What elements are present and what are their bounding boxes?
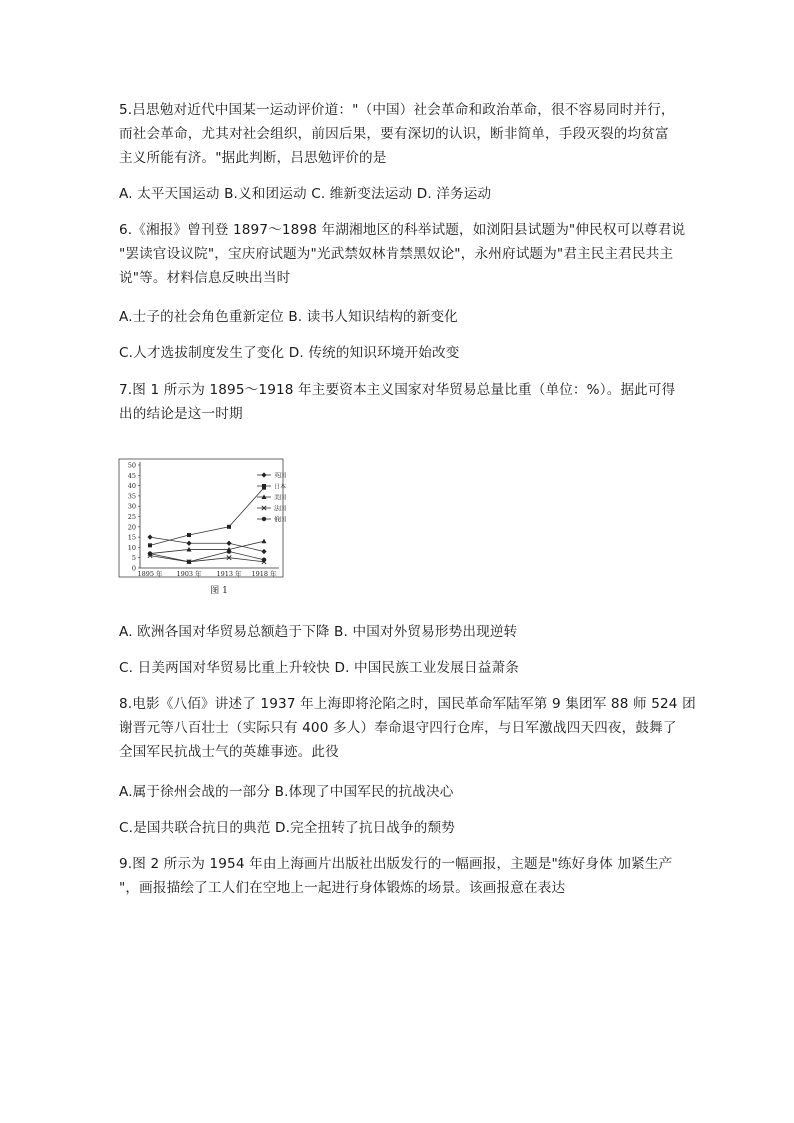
question-8-options-cd: C.是国共联合抗日的典范 D.完全扭转了抗日战争的颓势 (119, 820, 456, 836)
question-5-stem-line-1: 5.吕思勉对近代中国某一运动评价道："（中国）社会革命和政治革命，很不容易同时并行， (119, 102, 675, 118)
data-point (227, 549, 231, 553)
trade-share-line-chart (119, 454, 287, 600)
question-9-stem-line-2: "，画报描绘了工人们在空地上一起进行身体锻炼的场景。该画报意在表达 (119, 880, 566, 896)
question-8-stem-line-3: 全国军民抗战士气的英雄事迹。此役 (119, 744, 339, 760)
question-7-options-ab: A. 欧洲各国对华贸易总额趋于下降 B. 中国对外贸易形势出现逆转 (119, 624, 518, 640)
x-tick-label: 1895 年 (137, 570, 163, 578)
question-6-stem-line-1: 6.《湘报》曾刊登 1897～1898 年湖湘地区的科举试题，如浏阳县试题为"伸民权可以尊君说 (119, 222, 686, 238)
question-8-stem-line-2: 谢晋元等八百壮士（实际只有 400 多人）奉命退守四行仓库，与日军激战四天四夜，鼓舞了 (119, 720, 677, 736)
x-tick-label: 1913 年 (216, 570, 242, 578)
question-7-stem-line-2: 出的结论是这一时期 (119, 406, 243, 422)
question-7-options-cd: C. 日美两国对华贸易比重上升较快 D. 中国民族工业发展日益萧条 (119, 660, 519, 676)
question-8-options-ab: A.属于徐州会战的一部分 B.体现了中国军民的抗战决心 (119, 784, 454, 800)
legend-label: 美国 (274, 494, 287, 502)
y-tick-label: 35 (127, 492, 136, 501)
legend-marker (262, 484, 266, 488)
legend-marker (262, 517, 266, 521)
data-point (187, 560, 191, 564)
legend-label: 俄国 (274, 516, 287, 524)
y-tick-label: 50 (127, 461, 136, 470)
question-8-stem-line-1: 8.电影《八佰》讲述了 1937 年上海即将沦陷之时，国民革命军陆军第 9 集团军 88 师 524 团 (119, 696, 696, 712)
x-tick-label: 1918 年 (251, 570, 277, 578)
data-point (187, 533, 191, 537)
chart-frame (119, 459, 283, 577)
legend-label: 法国 (274, 505, 287, 513)
y-tick-label: 20 (127, 523, 136, 532)
question-9-stem-line-1: 9.图 2 所示为 1954 年由上海画片出版社出版发行的一幅画报，主题是"练好身体 加紧生产 (119, 856, 673, 872)
question-6-options-cd: C.人才选拔制度发生了变化 D. 传统的知识环境开始改变 (119, 345, 460, 361)
y-tick-label: 25 (127, 513, 136, 521)
question-5-stem-line-3: 主义所能有济。"据此判断，吕思勉评价的是 (119, 150, 387, 166)
y-tick-label: 30 (127, 502, 136, 511)
y-tick-label: 15 (127, 533, 136, 542)
legend-label: 日本 (274, 483, 287, 491)
question-6-stem-line-3: 说"等。材料信息反映出当时 (119, 270, 291, 286)
question-6-options-ab: A.士子的社会角色重新定位 B. 读书人知识结构的新变化 (119, 309, 458, 325)
data-point (227, 525, 231, 529)
question-6-stem-line-2: "罢读官设议院"，宝庆府试题为"光武禁奴林肯禁黑奴论"，永州府试题为"君主民主君民共主 (119, 246, 674, 262)
y-tick-label: 40 (127, 482, 136, 491)
data-point (262, 558, 266, 562)
question-5-options: A. 太平天国运动 B.义和团运动 C. 维新变法运动 D. 洋务运动 (119, 186, 492, 202)
question-5-stem-line-2: 而社会革命，尤其对社会组织，前因后果，要有深切的认识，断非简单，手段灭裂的均贫富 (119, 126, 669, 142)
chart-caption: 图 1 (210, 586, 228, 596)
question-7-stem-line-1: 7.图 1 所示为 1895～1918 年主要资本主义国家对华贸易总量比重（单位：%）。据此可得 (119, 382, 676, 398)
y-tick-label: 10 (127, 543, 136, 552)
data-point (148, 551, 152, 555)
data-point (148, 543, 152, 547)
x-tick-label: 1903 年 (176, 570, 202, 578)
y-tick-label: 5 (131, 554, 136, 563)
legend-label: 英国 (274, 472, 287, 480)
y-tick-label: 45 (127, 471, 136, 480)
y-tick-label: 0 (131, 564, 136, 573)
